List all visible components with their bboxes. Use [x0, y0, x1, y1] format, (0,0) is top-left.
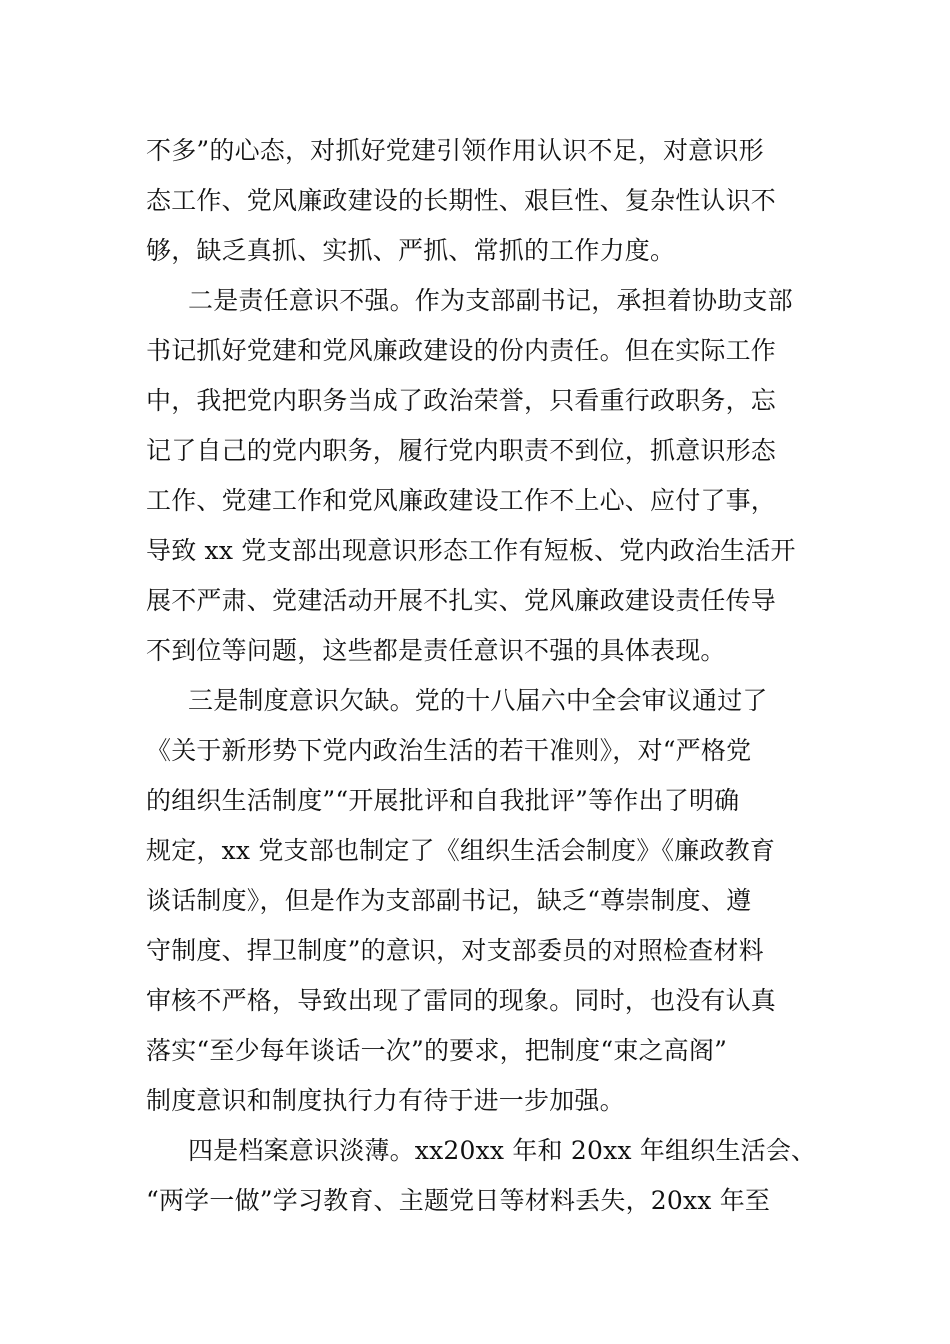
text-line: 记了自己的党内职务，履行党内职责不到位，抓意识形态 — [146, 436, 777, 465]
text-line: 书记抓好党建和党风廉政建设的份内责任。但在实际工作 — [146, 336, 777, 365]
text-line: 守制度、捍卫制度”的意识，对支部委员的对照检查材料 — [146, 936, 764, 965]
text-line: 工作、党建工作和党风廉政建设工作不上心、应付了事， — [146, 486, 777, 515]
text-line: 审核不严格，导致出现了雷同的现象。同时，也没有认真 — [146, 986, 777, 1015]
text-line: 导致 xx 党支部出现意识形态工作有短板、党内政治生活开 — [146, 536, 796, 565]
text-line: 态工作、党风廉政建设的长期性、艰巨性、复杂性认识不 — [146, 186, 777, 215]
paragraph-start-line: 三是制度意识欠缺。党的十八届六中全会审议通过了 — [188, 686, 768, 715]
text-line: 的组织生活制度”“开展批评和自我批评”等作出了明确 — [146, 786, 740, 815]
text-line: “两学一做”学习教育、主题党日等材料丢失，20xx 年至 — [146, 1186, 771, 1215]
text-line: 规定，xx 党支部也制定了《组织生活会制度》《廉政教育 — [146, 836, 776, 865]
text-line: 不多”的心态，对抓好党建引领作用认识不足，对意识形 — [146, 136, 764, 165]
text-line: 中，我把党内职务当成了政治荣誉，只看重行政职务，忘 — [146, 386, 777, 415]
text-line: 制度意识和制度执行力有待于进一步加强。 — [146, 1086, 625, 1115]
text-line: 够，缺乏真抓、实抓、严抓、常抓的工作力度。 — [146, 236, 676, 265]
text-line: 落实“至少每年谈话一次”的要求，把制度“束之高阁” — [146, 1036, 728, 1065]
text-line: 展不严肃、党建活动开展不扎实、党风廉政建设责任传导 — [146, 586, 777, 615]
text-line: 《关于新形势下党内政治生活的若干准则》，对“严格党 — [146, 736, 752, 765]
text-line: 不到位等问题，这些都是责任意识不强的具体表现。 — [146, 636, 726, 665]
paragraph-start-line: 二是责任意识不强。作为支部副书记，承担着协助支部 — [188, 286, 793, 315]
text-line: 谈话制度》，但是作为支部副书记，缺乏“尊崇制度、遵 — [146, 886, 752, 915]
paragraph-start-line: 四是档案意识淡薄。xx20xx 年和 20xx 年组织生活会、 — [188, 1136, 817, 1165]
